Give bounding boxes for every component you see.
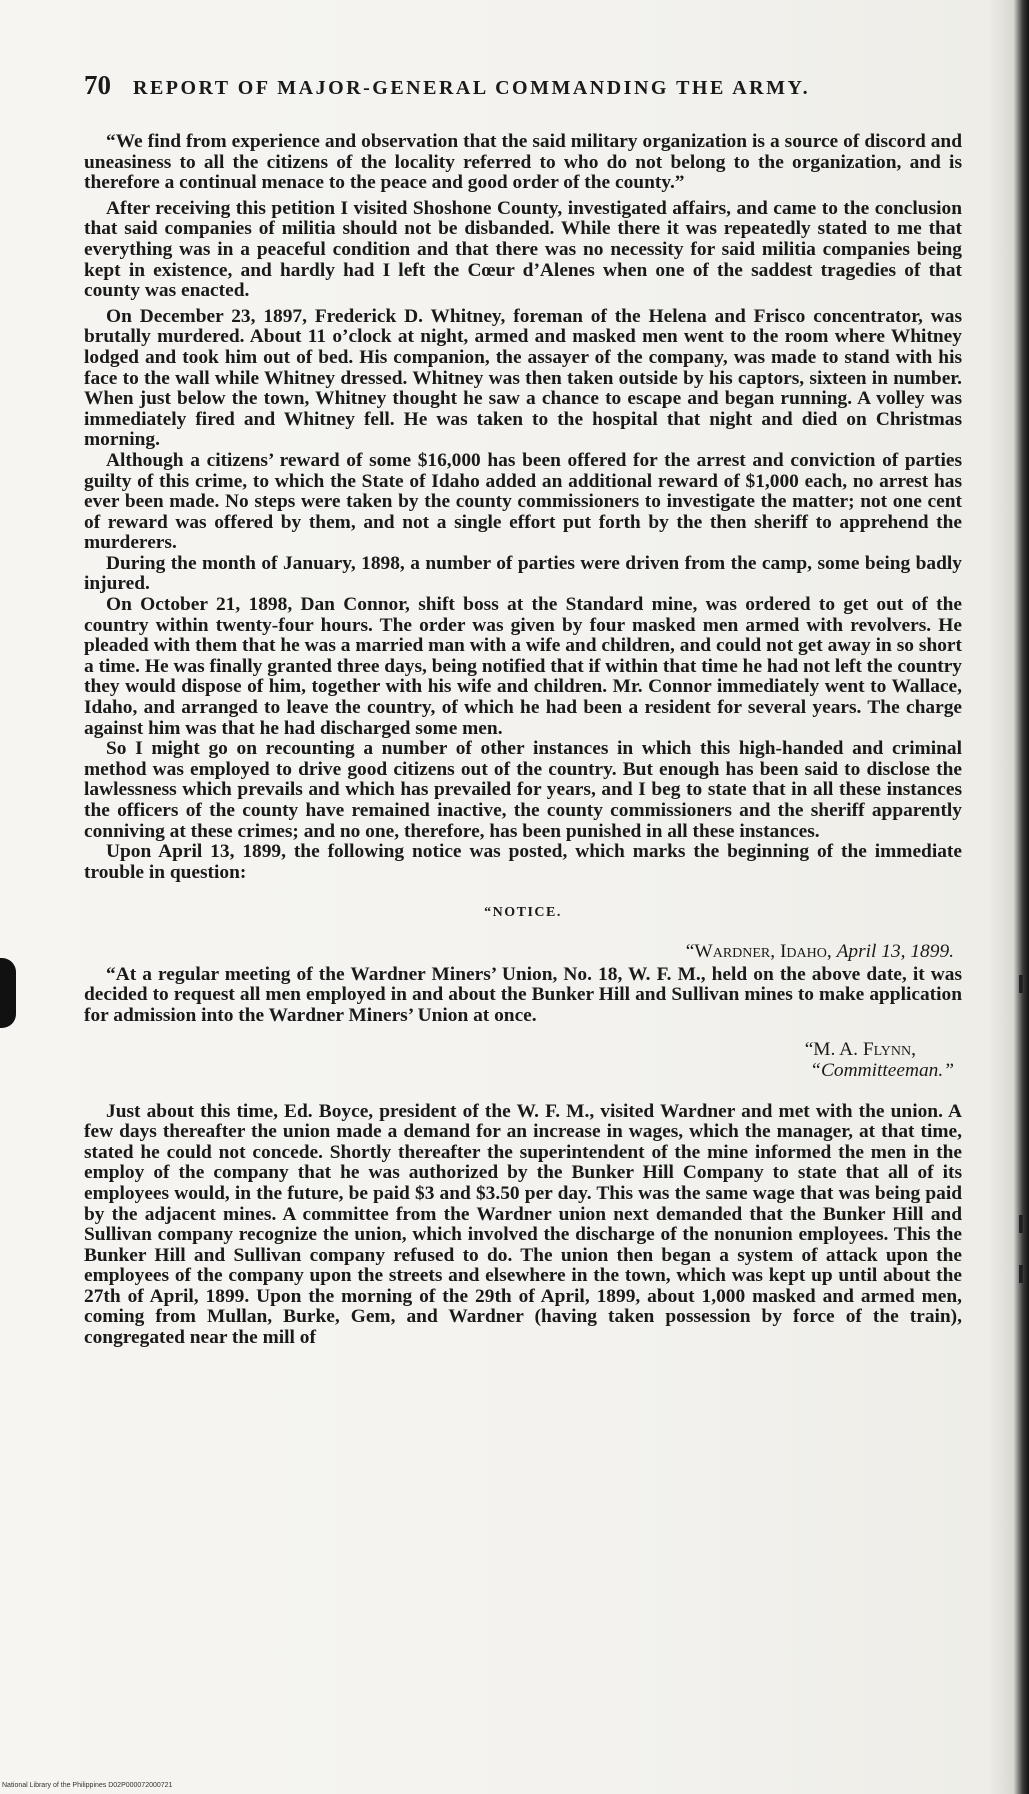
notice-dateline — [84, 942, 954, 963]
edge-mark — [1019, 1265, 1023, 1283]
library-stamp: National Library of the Philippines D02P000072000721 — [2, 1782, 173, 1789]
paragraph-april-notice: Upon April 13, 1899, the following notice was posted, which marks the beginning of the immediate trouble in question: — [84, 841, 962, 883]
dateline-date: April 13, 1899. — [836, 940, 954, 962]
paragraph-quote: “We find from experience and observation that the said military organization is a source of discord and uneasiness to all the citizens of the locality referred to who do not belong to the organization, and is therefore a continual menace to the peace and good order of the county.” — [84, 131, 962, 194]
dateline-place: “Wardner, Idaho, — [685, 940, 837, 962]
notice-heading: “NOTICE. — [484, 905, 562, 921]
paragraph-reward: Although a citizens’ reward of some $16,000 has been offered for the arrest and conviction of parties guilty of this crime, to which the State of Idaho added an additional reward of $1,000 each, no arrest has ever been made. No steps were taken by the county commissioners to investigate the matter; not one cent of reward was offered by them, and not a single effort put forth by the then sheriff to apprehend the murderers. — [84, 449, 962, 554]
paragraph-lawlessness: So I might go on recounting a number of other instances in which this high-handed and criminal method was employed to drive good citizens out of the country. But enough has been said to disclose the lawlessness which prevails and which has prevailed for years, and I beg to state that in all these instances the officers of the county have remained inactive, the county commissioners and the sheriff apparently conniving at these crimes; and no one, therefore, has been punished in all these instances. — [84, 738, 962, 842]
edge-mark — [1019, 975, 1023, 993]
running-head: REPORT OF MAJOR-GENERAL COMMANDING THE ARMY. — [133, 77, 811, 99]
paragraph-january: During the month of January, 1898, a number of parties were driven from the camp, some being badly injured. — [84, 552, 962, 595]
margin-ink-blot — [0, 958, 16, 1028]
page-number: 70 — [84, 70, 111, 100]
paragraph-petition: After receiving this petition I visited Shoshone County, investigated affairs, and came to the conclusion that said companies of militia should not be disbanded. While there it was repeatedly stated to me that everything was in a peaceful condition and that there was no necessity for said militia companies being kept in existence, and hardly had I left the Cœur d’Alenes when one of the saddest tragedies of that county was enacted. — [84, 197, 962, 302]
paragraph-boyce: Just about this time, Ed. Boyce, president of the W. F. M., visited Wardner and met with the union. A few days thereafter the union made a demand for an increase in wages, which the manager, at that time, stated he could not concede. Shortly thereafter the superintendent of the mine informed the men in the employ of the company that he was authorized by the Bunker Hill Company to state that all of its employees would, in the future, be paid $3 and $3.50 per day. This was the same wage that was being paid by the adjacent mines. A committee from the Wardner union next demanded that the Bunker Hill and Sullivan company recognize the union, which involved the discharge of the nonunion employees. This the Bunker Hill and Sullivan company refused to do. The union then began a system of attack upon the employees of the company upon the streets and elsewhere in the town, which was kept up until about the 27th of April, 1899. Upon the morning of the 29th of April, 1899, about 1,000 masked and armed men, coming from Mullan, Burke, Gem, and Wardner (having taken possession by force of the train), congregated near the mill of — [84, 1100, 962, 1349]
page-header — [84, 70, 964, 106]
paragraph-connor: On October 21, 1898, Dan Connor, shift boss at the Standard mine, was ordered to get out of the country within twenty-four hours. The order was given by four masked men armed with revolvers. He pleaded with them that he was a married man with a wife and children, and could not get away in so short a time. He was finally granted three days, being notified that if within that time he had not left the country they would dispose of him, together with his wife and children. Mr. Connor immediately went to Wallace, Idaho, and arranged to leave the country, of which he had been a resident for several years. The charge against him was that he had discharged some men. — [84, 594, 962, 739]
signature-name: “M. A. Flynn, — [804, 1039, 916, 1061]
body-text — [84, 132, 962, 1354]
notice-signature — [84, 1040, 954, 1081]
notice-body: “At a regular meeting of the Wardner Miners’ Union, No. 18, W. F. M., held on the above date, it was decided to request all men employed in and about the Bunker Hill and Sullivan mines to make application for admission into the Wardner Miners’ Union at once. — [84, 963, 962, 1026]
paragraph-whitney: On December 23, 1897, Frederick D. Whitney, foreman of the Helena and Frisco concentrator, was brutally murdered. About 11 o’clock at night, armed and masked men went to the room where Whitney lodged and took him out of bed. His companion, the assayer of the company, was made to stand with his face to the wall while Whitney dressed. Whitney was then taken outside by his captors, sixteen in number. When just below the town, Whitney thought he saw a chance to escape and began running. A volley was immediately fired and Whitney fell. He was taken to the hospital that night and died on Christmas morning. — [84, 305, 962, 451]
signature-role: “Committeeman.” — [810, 1059, 954, 1081]
edge-mark — [1019, 1215, 1023, 1233]
